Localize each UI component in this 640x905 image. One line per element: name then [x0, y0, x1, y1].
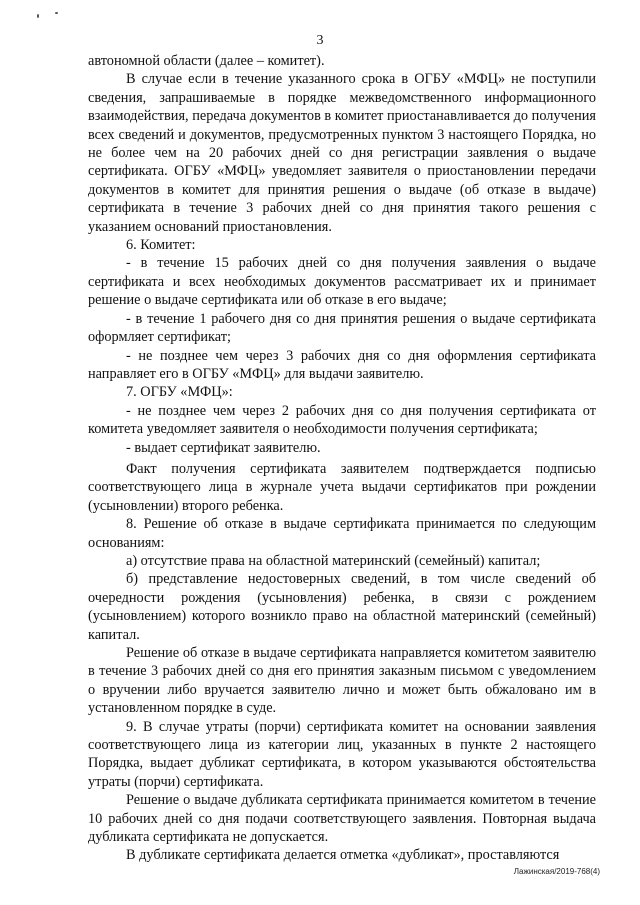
list-item: б) представление недостоверных сведений, в том числе сведений об очередности рождения (усыновления) ребенка, в связи с рождением (усыновлением) которого возникло право на областной материнский (семейный) капитал.: [88, 571, 596, 643]
paragraph: Решение о выдаче дубликата сертификата принимается комитетом в течение 10 рабочих дней со дня подачи соответствующего заявления. Повторная выдача дубликата сертификата не допускается.: [88, 792, 596, 846]
list-item: - в течение 1 рабочего дня со дня принятия решения о выдаче сертификата оформляет сертификат;: [88, 310, 596, 346]
list-item: - не позднее чем через 3 рабочих дня со дня оформления сертификата направляет его в ОГБУ «МФЦ» для выдачи заявителю.: [88, 347, 596, 382]
page-number: 3: [316, 33, 324, 48]
scan-speck: [55, 12, 58, 14]
paragraph: автономной области (далее – комитет).: [88, 53, 325, 69]
paragraph: 8. Решение об отказе в выдаче сертификата принимается по следующим основаниям:: [88, 516, 596, 551]
list-item: - в течение 15 рабочих дней со дня получения заявления о выдаче сертификата и всех необходимых документов рассматривает их и принимает решение о выдаче сертификата или об отказе в его выдаче;: [88, 255, 596, 309]
document-body: [88, 52, 596, 865]
paragraph: Факт получения сертификата заявителем подтверждается подписью соответствующего лица в журнале учета выдачи сертификатов при рождении (усыновлении) второго ребенка.: [88, 460, 596, 514]
section-heading: 7. ОГБУ «МФЦ»:: [126, 384, 233, 401]
list-item: а) отсутствие права на областной материнский (семейный) капитал;: [126, 552, 541, 569]
paragraph: 9. В случае утраты (порчи) сертификата комитет на основании заявления соответствующего лица из категории лиц, указанных в пункте 2 настоящего Порядка, выдает дубликат сертификата, в котором указываются обстоятельства утраты (порчи) сертификата.: [88, 718, 596, 790]
paragraph: В случае если в течение указанного срока в ОГБУ «МФЦ» не поступили сведения, запрашиваемые в порядке межведомственного информационного взаимодействия, передача документов в комитет приостанавливается до получения всех сведений и документов, предусмотренных пунктом 3 настоящего Порядка, но не более чем на 20 рабочих дней со дня регистрации заявления о выдаче сертификата. ОГБУ «МФЦ» уведомляет заявителя о приостановлении передачи документов в комитет для принятия решения о выдаче (об отказе в выдаче) сертификата в течение 3 рабочих дней со дня принятия такого решения с указанием оснований приостановления.: [88, 71, 596, 235]
list-item: - не позднее чем через 2 рабочих дня со дня получения сертификата от комитета уведомляет заявителя о необходимости получения сертификата;: [88, 402, 596, 438]
paragraph: В дубликате сертификата делается отметка «дубликат», проставляются: [126, 847, 560, 864]
paragraph: Решение об отказе в выдаче сертификата направляется комитетом заявителю в течение 3 рабочих дней со дня его принятия заказным письмом с уведомлением о вручении либо вручается заявителю лично и может быть обжаловано им в установленном порядке в суде.: [88, 645, 596, 717]
list-item: - выдает сертификат заявителю.: [126, 439, 321, 456]
scan-speck: [37, 14, 39, 18]
section-heading: 6. Комитет:: [126, 237, 196, 254]
document-footer-code: Лажинская/2019-768(4): [513, 867, 600, 876]
